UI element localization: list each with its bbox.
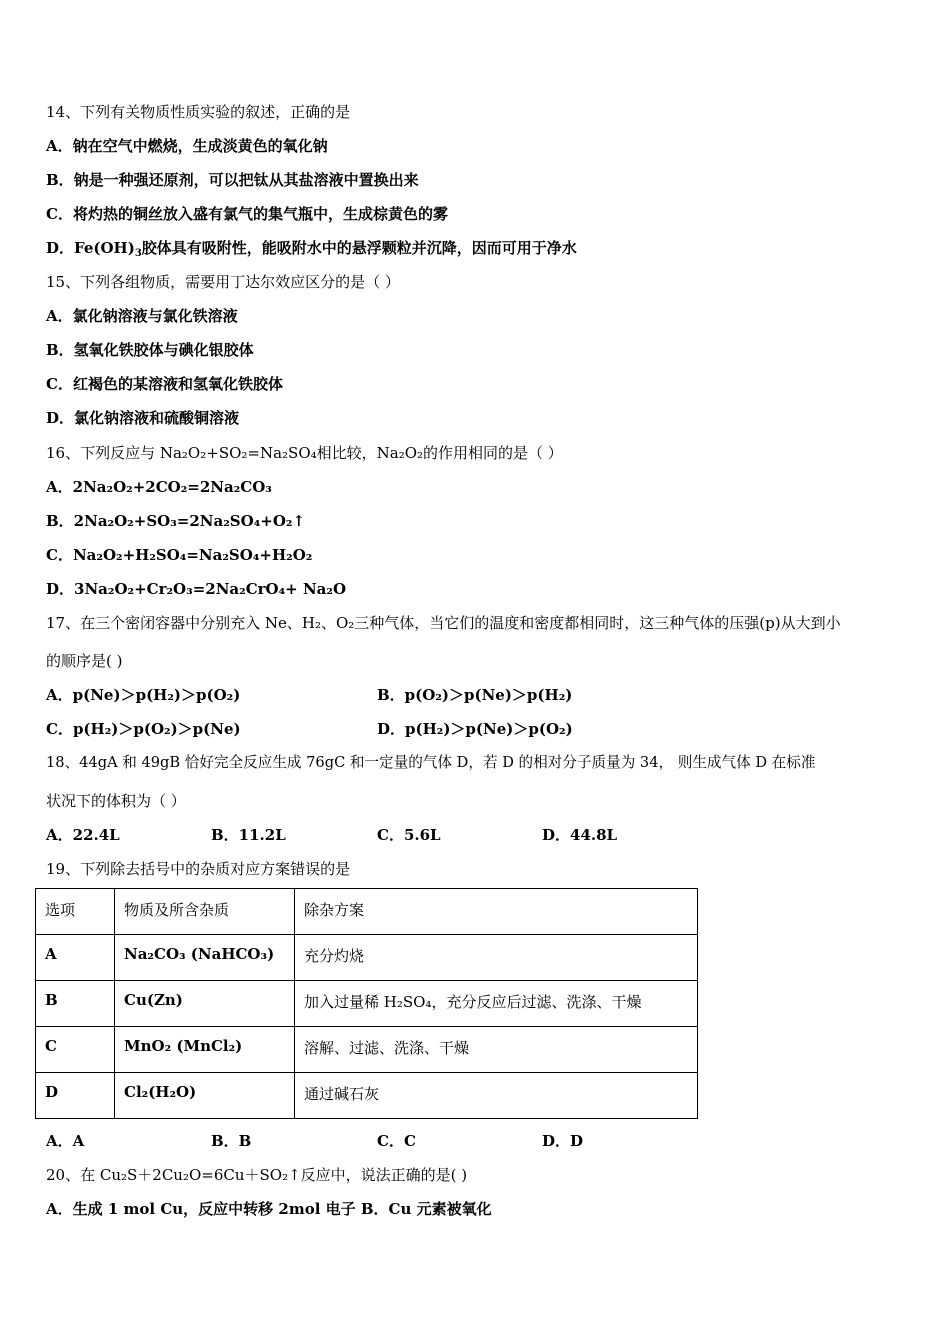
q19-table xyxy=(35,888,698,1119)
q17-option-d: D．p(H₂)＞p(Ne)＞p(O₂) xyxy=(377,720,573,738)
q19-option-d: D．D xyxy=(542,1132,584,1150)
q19-stem: 19、下列除去括号中的杂质对应方案错误的是 xyxy=(46,860,351,878)
table-row xyxy=(36,1073,698,1119)
table-row xyxy=(36,935,698,981)
q20-options-ab: A．生成 1 mol Cu，反应中转移 2mol 电子 B．Cu 元素被氧化 xyxy=(46,1200,492,1218)
q15-stem: 15、下列各组物质，需要用丁达尔效应区分的是（ ） xyxy=(46,273,400,291)
q15-option-d: D．氯化钠溶液和硫酸铜溶液 xyxy=(46,409,240,427)
q16-option-a: A．2Na₂O₂+2CO₂=2Na₂CO₃ xyxy=(46,478,272,496)
row-d-method: 通过碱石灰 xyxy=(295,1073,698,1119)
row-d-option: D xyxy=(36,1073,115,1119)
q18-option-a: A．22.4L xyxy=(46,826,120,844)
header-substance: 物质及所含杂质 xyxy=(115,889,295,935)
q15-option-b: B．氢氧化铁胶体与碘化银胶体 xyxy=(46,341,254,359)
row-a-option: A xyxy=(36,935,115,981)
q18-option-d: D．44.8L xyxy=(542,826,618,844)
table-row xyxy=(36,1027,698,1073)
row-d-substance: Cl₂(H₂O) xyxy=(115,1073,295,1119)
q18-stem-line1: 18、44gA 和 49gB 恰好完全反应生成 76gC 和一定量的气体 D，若 D 的相对分子质量为 34， 则生成气体 D 在标准 xyxy=(46,754,816,771)
row-a-substance: Na₂CO₃ (NaHCO₃) xyxy=(115,935,295,981)
header-option: 选项 xyxy=(36,889,115,935)
row-b-option: B xyxy=(36,981,115,1027)
q18-stem-line2: 状况下的体积为（ ） xyxy=(46,792,186,810)
q14-option-a: A．钠在空气中燃烧，生成淡黄色的氧化钠 xyxy=(46,137,328,155)
row-b-method: 加入过量稀 H₂SO₄，充分反应后过滤、洗涤、干燥 xyxy=(295,981,698,1027)
row-c-option: C xyxy=(36,1027,115,1073)
header-method: 除杂方案 xyxy=(295,889,698,935)
q15-option-a: A．氯化钠溶液与氯化铁溶液 xyxy=(46,307,238,325)
row-b-substance: Cu(Zn) xyxy=(115,981,295,1027)
q14-option-b: B．钠是一种强还原剂，可以把钛从其盐溶液中置换出来 xyxy=(46,171,419,189)
q16-option-b: B．2Na₂O₂+SO₃=2Na₂SO₄+O₂↑ xyxy=(46,512,306,530)
row-c-substance: MnO₂ (MnCl₂) xyxy=(115,1027,295,1073)
q17-option-c: C．p(H₂)＞p(O₂)＞p(Ne) xyxy=(46,720,241,738)
q18-option-c: C．5.6L xyxy=(377,826,441,844)
q17-option-a: A．p(Ne)＞p(H₂)＞p(O₂) xyxy=(46,686,241,704)
q20-stem: 20、在 Cu₂S＋2Cu₂O=6Cu＋SO₂↑反应中，说法正确的是( ) xyxy=(46,1166,468,1184)
table-header-row xyxy=(36,889,698,935)
q17-stem-line2: 的顺序是( ) xyxy=(46,652,123,670)
row-a-method: 充分灼烧 xyxy=(295,935,698,981)
q14-option-c: C．将灼热的铜丝放入盛有氯气的集气瓶中，生成棕黄色的雾 xyxy=(46,205,448,223)
q16-stem: 16、下列反应与 Na₂O₂+SO₂=Na₂SO₄相比较，Na₂O₂的作用相同的是（ ） xyxy=(46,444,563,462)
q18-option-b: B．11.2L xyxy=(211,826,286,844)
table-row xyxy=(36,981,698,1027)
q19-option-b: B．B xyxy=(211,1132,252,1150)
q14-stem: 14、下列有关物质性质实验的叙述，正确的是 xyxy=(46,103,351,121)
q14-option-d xyxy=(46,238,577,258)
q16-option-d: D．3Na₂O₂+Cr₂O₃=2Na₂CrO₄+ Na₂O xyxy=(46,580,347,598)
q19-option-a: A．A xyxy=(46,1132,85,1150)
q17-stem-line1: 17、在三个密闭容器中分别充入 Ne、H₂、O₂三种气体，当它们的温度和密度都相同时，这三种气体的压强(p)从大到小 xyxy=(46,614,841,632)
q14-option-d-sub: 3 xyxy=(134,248,142,259)
q16-option-c: C．Na₂O₂+H₂SO₄=Na₂SO₄+H₂O₂ xyxy=(46,546,313,564)
q17-option-b: B．p(O₂)＞p(Ne)＞p(H₂) xyxy=(377,686,573,704)
q14-option-d-post: 胶体具有吸附性，能吸附水中的悬浮颗粒并沉降，因而可用于净水 xyxy=(141,239,577,257)
q15-option-c: C．红褐色的某溶液和氢氧化铁胶体 xyxy=(46,375,283,393)
row-c-method: 溶解、过滤、洗涤、干燥 xyxy=(295,1027,698,1073)
q19-option-c: C．C xyxy=(377,1132,416,1150)
q14-option-d-pre: D．Fe(OH) xyxy=(46,239,135,257)
